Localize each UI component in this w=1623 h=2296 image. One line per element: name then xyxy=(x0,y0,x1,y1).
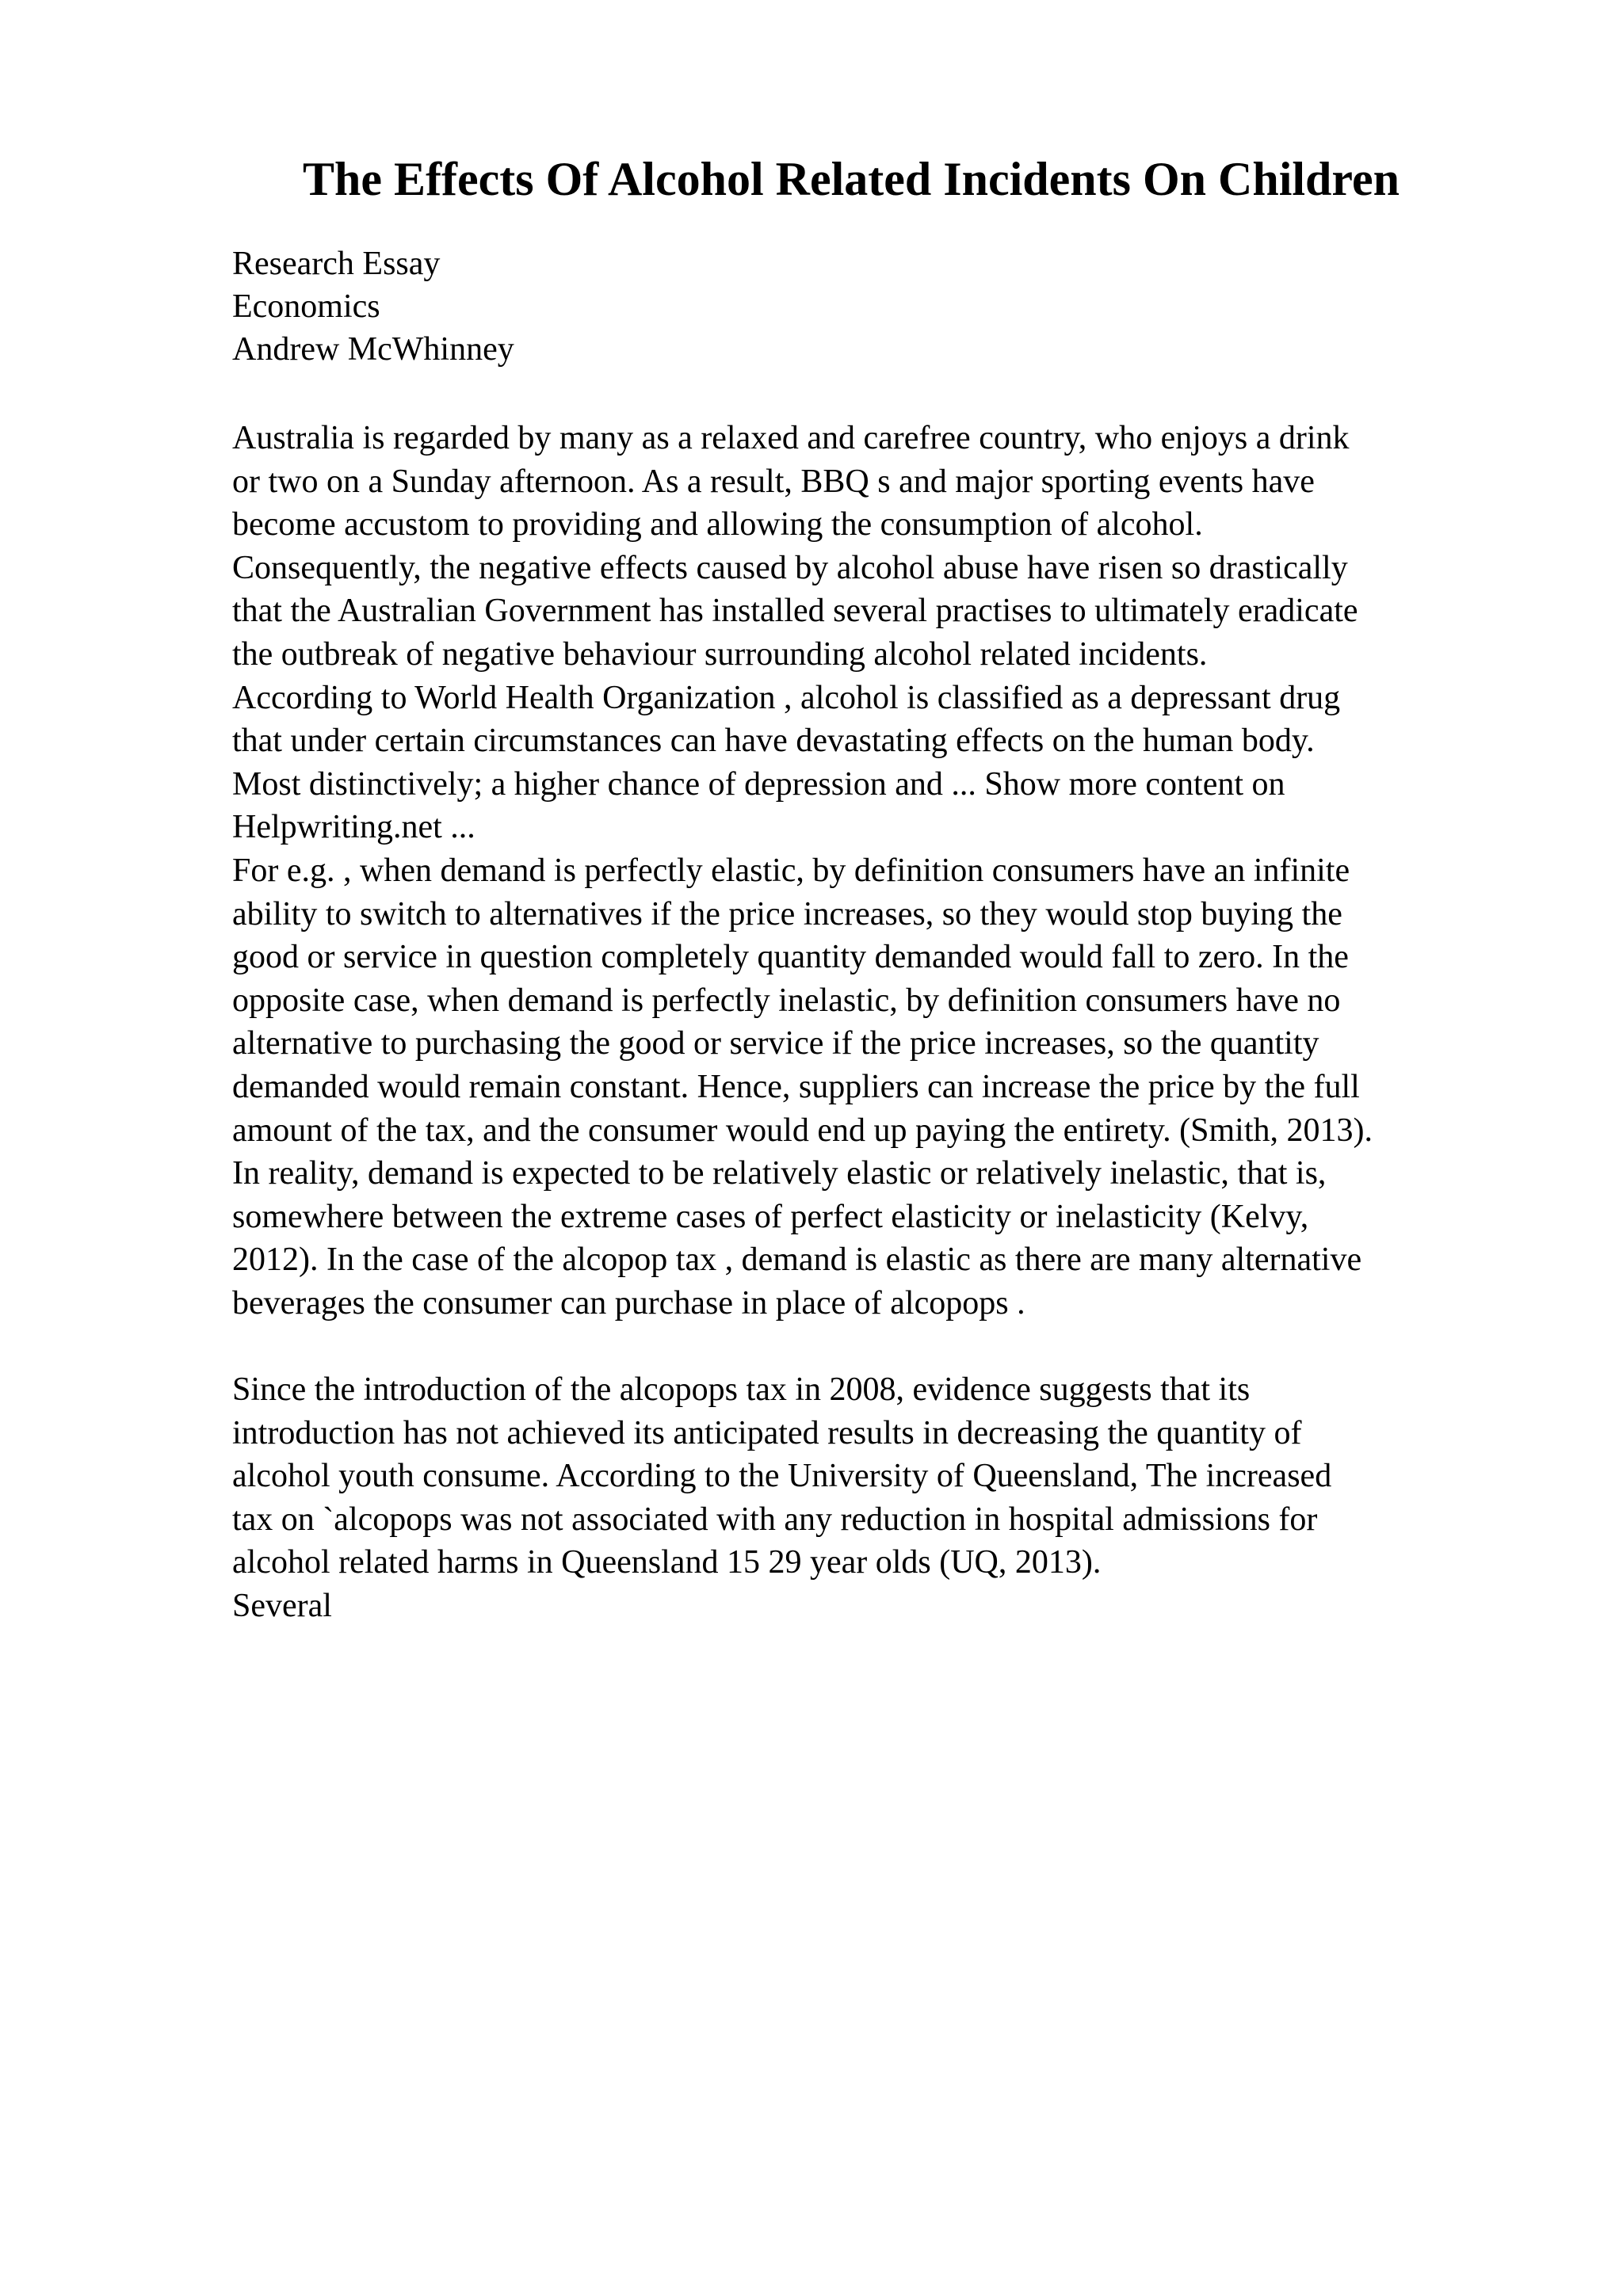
document-meta xyxy=(232,242,1500,371)
text-line: 2012). In the case of the alcopop tax , demand is elastic as there are many alternative xyxy=(232,1241,1362,1279)
document-body xyxy=(232,417,1516,1628)
text-line: ability to switch to alternatives if the price increases, so they would stop buying the xyxy=(232,895,1342,933)
text-line: alcohol related harms in Queensland 15 29 year olds (UQ, 2013). xyxy=(232,1544,1102,1581)
paragraph-2 xyxy=(232,1368,1516,1628)
text-line: good or service in question completely quantity demanded would fall to zero. In the xyxy=(232,939,1349,976)
text-line: alternative to purchasing the good or service if the price increases, so the quantity xyxy=(232,1025,1319,1062)
paragraph-gap xyxy=(232,1325,1516,1368)
text-line: that under certain circumstances can have devastating effects on the human body. xyxy=(232,723,1315,760)
text-line: Australia is regarded by many as a relaxed and carefree country, who enjoys a drink xyxy=(232,420,1350,456)
text-line: alcohol youth consume. According to the University of Queensland, The increased xyxy=(232,1458,1332,1495)
text-line: In reality, demand is expected to be relatively elastic or relatively inelastic, that is, xyxy=(232,1155,1327,1192)
essay-type: Research Essay xyxy=(232,246,441,282)
text-line: introduction has not achieved its anticipated results in decreasing the quantity of xyxy=(232,1414,1302,1451)
text-line: become accustom to providing and allowing the consumption of alcohol. xyxy=(232,506,1203,543)
text-line: beverages the consumer can purchase in place of alcopops . xyxy=(232,1284,1025,1322)
paragraph-1 xyxy=(232,417,1516,1325)
text-line: the outbreak of negative behaviour surrounding alcohol related incidents. xyxy=(232,635,1208,673)
text-line: According to World Health Organization , alcohol is classified as a depressant drug xyxy=(232,679,1341,716)
text-line: that the Australian Government has installed several practises to ultimately eradicate xyxy=(232,593,1358,630)
text-line: Several xyxy=(232,1588,332,1625)
text-line: amount of the tax, and the consumer would end up paying the entirety. (Smith, 2013). xyxy=(232,1112,1373,1149)
essay-subject: Economics xyxy=(232,288,380,325)
text-line: or two on a Sunday afternoon. As a result, BBQ s and major sporting events have xyxy=(232,463,1315,500)
document-title: The Effects Of Alcohol Related Incidents On Children xyxy=(303,153,1400,205)
text-line: Consequently, the negative effects caused by alcohol abuse have risen so drastically xyxy=(232,549,1348,586)
text-line: Since the introduction of the alcopops tax in 2008, evidence suggests that its xyxy=(232,1371,1251,1409)
text-line: opposite case, when demand is perfectly inelastic, by definition consumers have no xyxy=(232,982,1341,1019)
text-line: For e.g. , when demand is perfectly elastic, by definition consumers have an infinite xyxy=(232,852,1350,889)
text-line: tax on `alcopops was not associated with any reduction in hospital admissions for xyxy=(232,1501,1318,1538)
essay-author: Andrew McWhinney xyxy=(232,331,514,368)
text-line: Most distinctively; a higher chance of depression and ... Show more content on xyxy=(232,765,1285,803)
text-line: demanded would remain constant. Hence, suppliers can increase the price by the full xyxy=(232,1068,1360,1105)
text-line: Helpwriting.net ... xyxy=(232,809,475,846)
text-line: somewhere between the extreme cases of perfect elasticity or inelasticity (Kelvy, xyxy=(232,1198,1309,1235)
